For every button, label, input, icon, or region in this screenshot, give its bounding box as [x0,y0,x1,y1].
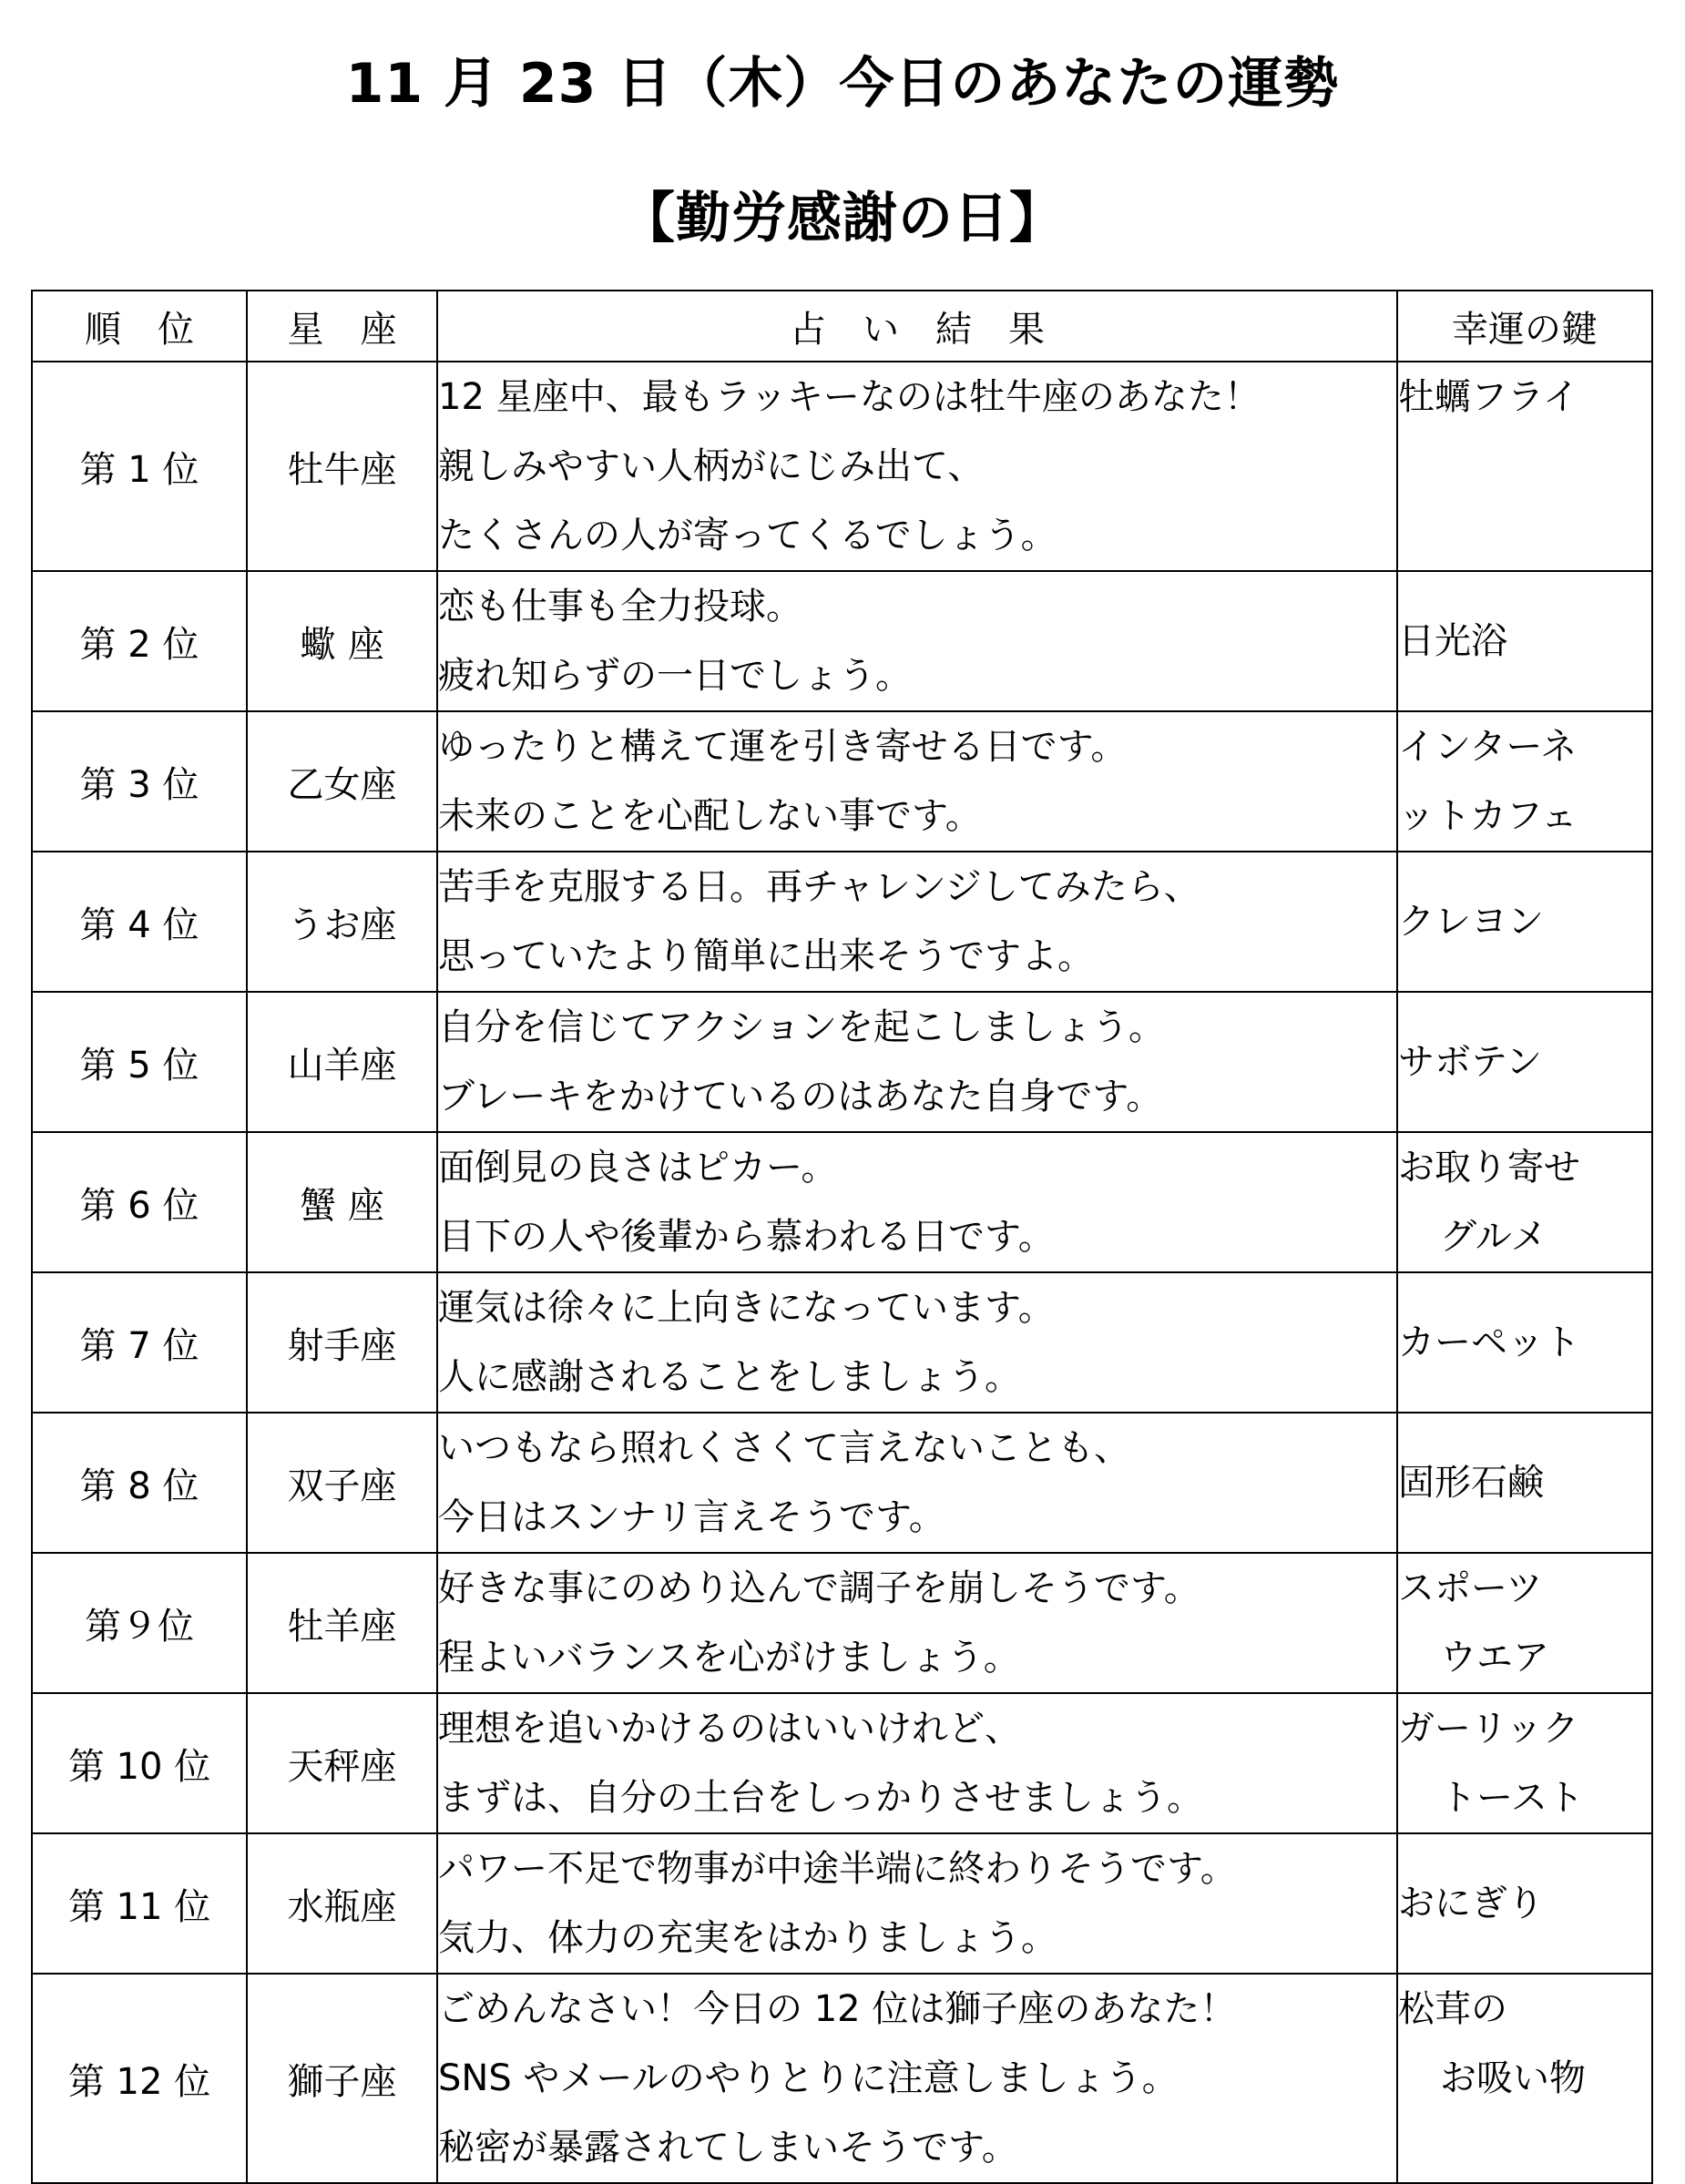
result-line: 未来のことを心配しない事です。 [438,795,982,837]
result-cell [437,852,1397,992]
header-result: 占 い 結 果 [437,291,1397,362]
result-cell [437,362,1397,571]
key-cell [1397,852,1652,992]
result-cell [437,1553,1397,1693]
result-line: 苦手を克服する日。再チャレンジしてみたら、 [438,866,1200,908]
sign-cell: 蠍 座 [247,571,437,711]
key-cell [1397,711,1652,852]
key-cell [1397,1974,1652,2183]
key-line: お吸い物 [1440,2057,1586,2099]
fortune-table [31,290,1653,2184]
key-line: カーペット [1398,1322,1580,1363]
key-line: グルメ [1440,1216,1547,1258]
key-line: ガーリック [1398,1708,1579,1750]
result-cell [437,1413,1397,1553]
result-line: 好きな事にのめり込んで調子を崩しそうです。 [438,1567,1200,1609]
key-line: クレヨン [1398,901,1544,943]
result-cell [437,1693,1397,1833]
key-line: トースト [1440,1777,1584,1819]
result-line: 自分を信じてアクションを起こしましょう。 [438,1006,1165,1048]
result-line: 思っていたより簡単に出来そうですよ。 [438,935,1094,977]
key-cell [1397,362,1652,571]
table-row [32,1833,1652,1974]
key-cell [1397,571,1652,711]
key-line: お取り寄せ [1398,1147,1580,1189]
result-line: 今日はスンナリ言えそうです。 [438,1496,945,1538]
result-line: 面倒見の良さはピカー。 [438,1147,838,1189]
sign-cell: 乙女座 [247,711,437,852]
header-key: 幸運の鍵 [1397,291,1652,362]
rank-cell: 第 8 位 [32,1413,247,1553]
rank-cell: 第９位 [32,1553,247,1693]
table-row [32,1272,1652,1413]
header-rank: 順 位 [32,291,247,362]
sign-cell: 牡羊座 [247,1553,437,1693]
result-line: まずは、自分の土台をしっかりさせましょう。 [438,1777,1203,1819]
table-row [32,362,1652,571]
rank-cell: 第 2 位 [32,571,247,711]
sign-cell: うお座 [247,852,437,992]
result-line: 運気は徐々に上向きになっています。 [438,1287,1055,1329]
result-line: 目下の人や後輩から慕われる日です。 [438,1216,1055,1258]
table-row [32,711,1652,852]
sign-cell: 蟹 座 [247,1132,437,1272]
rank-cell: 第 11 位 [32,1833,247,1974]
sign-cell: 牡牛座 [247,362,437,571]
result-line: 親しみやすい人柄がにじみ出て、 [438,445,985,487]
result-line: ゆったりと構えて運を引き寄せる日です。 [438,726,1128,768]
rank-cell: 第 12 位 [32,1974,247,2183]
result-line: 恋も仕事も全力投球。 [438,586,802,628]
result-line: SNS やメールのやりとりに注意しましょう。 [438,2057,1179,2099]
result-cell [437,1833,1397,1974]
table-row [32,852,1652,992]
sign-cell: 山羊座 [247,992,437,1132]
key-cell [1397,992,1652,1132]
rank-cell: 第 10 位 [32,1693,247,1833]
table-row [32,571,1652,711]
result-cell [437,1132,1397,1272]
table-header-row [32,291,1652,362]
key-line: サボテン [1398,1041,1542,1083]
table-row [32,1553,1652,1693]
result-line: パワー不足で物事が中途半端に終わりそうです。 [438,1848,1237,1890]
result-line: ブレーキをかけているのはあなた自身です。 [438,1076,1163,1118]
key-line: 固形石鹸 [1398,1462,1544,1504]
result-cell [437,571,1397,711]
key-cell [1397,1553,1652,1693]
page-subtitle: 【勤労感謝の日】 [620,187,1065,250]
rank-cell: 第 3 位 [32,711,247,852]
sign-cell: 水瓶座 [247,1833,437,1974]
rank-cell: 第 4 位 [32,852,247,992]
key-cell [1397,1693,1652,1833]
key-cell [1397,1413,1652,1553]
sign-cell: 射手座 [247,1272,437,1413]
rank-cell: 第 6 位 [32,1132,247,1272]
result-line: 疲れ知らずの一日でしょう。 [438,655,912,697]
table-row [32,1413,1652,1553]
table-row [32,1974,1652,2183]
page-title: 11 月 23 日（木）今日のあなたの運勢 [345,52,1340,116]
header-sign: 星 座 [247,291,437,362]
result-line: 12 星座中、最もラッキーなのは牡牛座のあなた！ [438,376,1261,418]
result-line: たくさんの人が寄ってくるでしょう。 [438,515,1057,556]
sign-cell: 双子座 [247,1413,437,1553]
key-line: 松茸の [1398,1988,1507,2030]
result-cell [437,711,1397,852]
result-line: いつもなら照れくさくて言えないことも、 [438,1427,1130,1469]
result-line: 人に感謝されることをしましょう。 [438,1356,1021,1398]
result-line: 理想を追いかけるのはいいけれど、 [438,1708,1021,1750]
key-line: ウエア [1440,1637,1549,1679]
table-row [32,1693,1652,1833]
key-line: 日光浴 [1398,620,1507,662]
rank-cell: 第 5 位 [32,992,247,1132]
result-cell [437,1974,1397,2183]
result-line: 程よいバランスを心がけましょう。 [438,1637,1020,1679]
key-cell [1397,1833,1652,1974]
sign-cell: 天秤座 [247,1693,437,1833]
key-cell [1397,1272,1652,1413]
key-line: ットカフェ [1398,795,1578,837]
sign-cell: 獅子座 [247,1974,437,2183]
result-cell [437,1272,1397,1413]
result-line: 秘密が暴露されてしまいそうです。 [438,2127,1018,2169]
result-line: 気力、体力の充実をはかりましょう。 [438,1917,1057,1959]
rank-cell: 第 7 位 [32,1272,247,1413]
key-line: スポーツ [1398,1567,1543,1609]
key-cell [1397,1132,1652,1272]
table-row [32,992,1652,1132]
key-line: おにぎり [1398,1883,1544,1924]
result-cell [437,992,1397,1132]
rank-cell: 第 1 位 [32,362,247,571]
result-line: ごめんなさい！今日の 12 位は獅子座のあなた！ [438,1988,1237,2030]
table-row [32,1132,1652,1272]
key-line: 牡蠣フライ [1398,376,1579,418]
key-line: インターネ [1398,726,1578,768]
